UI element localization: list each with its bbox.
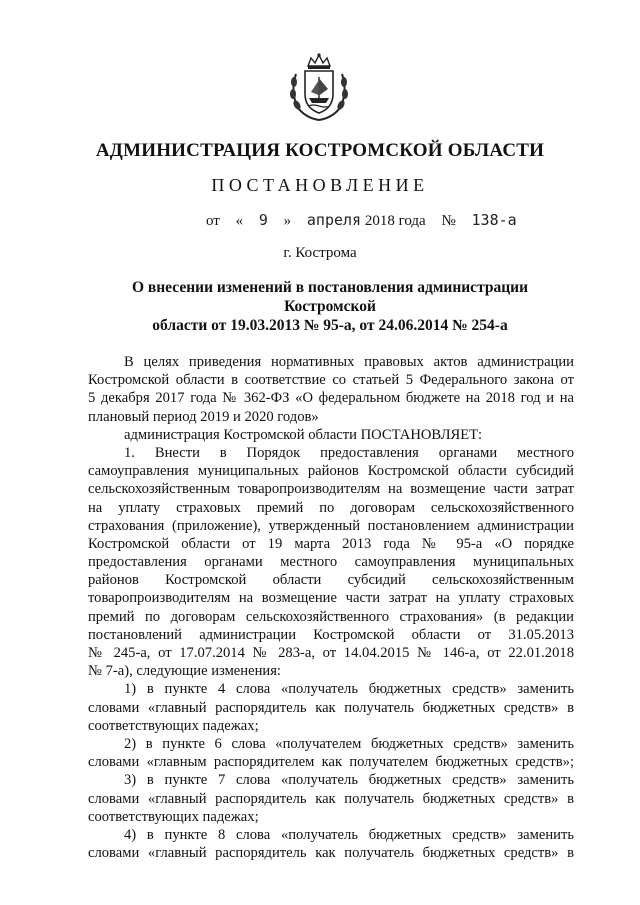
body-line: предоставления органами местного самоуправления муниципальных — [88, 554, 574, 571]
city: г. Кострома — [283, 245, 357, 261]
body-line: 4) в пункте 8 слова «получатель бюджетных средств» заменить — [124, 826, 574, 843]
body-line: районов Костромской области субсидий сельскохозяйственным — [88, 572, 574, 589]
number-sign: № — [441, 213, 456, 229]
organization-title: АДМИНИСТРАЦИЯ КОСТРОМСКОЙ ОБЛАСТИ — [95, 140, 545, 161]
date-year: 2018 — [364, 213, 395, 229]
body-line: 1) в пункте 4 слова «получатель бюджетных средств» заменить — [124, 681, 574, 698]
subject-line: О внесении изменений в постановления администрации Костромской — [131, 279, 529, 315]
body-line: словами «главным распорядителем как получателем бюджетных средств»; — [88, 754, 574, 771]
body-line: соответствующих падежах; — [88, 717, 259, 734]
document-subject — [88, 278, 572, 335]
body-line: премий по договорам сельскохозяйственного страхования» (в редакции — [88, 608, 574, 625]
body-line: словами «главный распорядитель как получатель бюджетных средств» в — [88, 699, 574, 716]
body-line: Костромской области в соответствие со статьей 5 Федерального закона от — [88, 372, 574, 389]
body-line: 3) в пункте 7 слова «получатель бюджетных средств» заменить — [124, 772, 574, 789]
coat-of-arms-icon — [286, 52, 352, 122]
body-line: словами «главный распорядитель как получатель бюджетных средств» в — [88, 790, 574, 807]
body-line: самоуправления муниципальных районов Костромской области субсидий — [88, 463, 574, 480]
date-month: апреля — [306, 211, 362, 229]
document-body — [88, 353, 574, 862]
body-line: соответствующих падежах; — [88, 808, 259, 825]
body-line: сельскохозяйственным товаропроизводителям на возмещение части затрат — [88, 481, 574, 498]
body-line: № 245-а, от 17.07.2014 № 283-а, от 14.04.2015 № 146-а, от 22.01.2018 — [88, 645, 574, 661]
document-type: ПОСТАНОВЛЕНИЕ — [211, 175, 429, 195]
body-line: на уплату страховых премий по договорам сельскохозяйственного — [88, 499, 574, 516]
body-line: словами «главный распорядитель как получатель бюджетных средств» в — [88, 845, 574, 862]
body-line: 1. Внести в Порядок предоставления органами местного — [124, 444, 574, 461]
date-day: 9 — [258, 211, 268, 229]
body-line: плановый период 2019 и 2020 годов» — [88, 408, 319, 425]
subject-line: области от 19.03.2013 № 95-а, от 24.06.2014 № 254-а — [152, 317, 508, 334]
body-line: постановлений администрации Костромской области от 31.05.2013 — [88, 626, 574, 643]
body-line: страхования (приложение), утвержденный постановлением администрации — [88, 517, 574, 534]
body-line: товаропроизводителям на возмещение части затрат на уплату страховых — [88, 590, 574, 607]
date-open-quote: « — [235, 213, 244, 229]
body-line: Костромской области от 19 марта 2013 года № 95-а «О порядке — [88, 535, 574, 552]
body-line: 5 декабря 2017 года № 362-ФЗ «О федеральном бюджете на 2018 год и на — [88, 390, 574, 407]
body-line: № 7-а), следующие изменения: — [88, 663, 281, 680]
body-line: 2) в пункте 6 слова «получателем бюджетных средств» заменить — [124, 735, 574, 752]
document-date-number — [206, 211, 517, 230]
date-close-quote: » — [283, 213, 292, 229]
date-year-suffix: года — [398, 213, 426, 229]
body-line: администрация Костромской области ПОСТАНОВЛЯЕТ: — [124, 426, 483, 443]
date-prefix: от — [206, 213, 220, 229]
body-line: В целях приведения нормативных правовых актов администрации — [124, 354, 574, 370]
document-number: 138-а — [471, 211, 517, 229]
